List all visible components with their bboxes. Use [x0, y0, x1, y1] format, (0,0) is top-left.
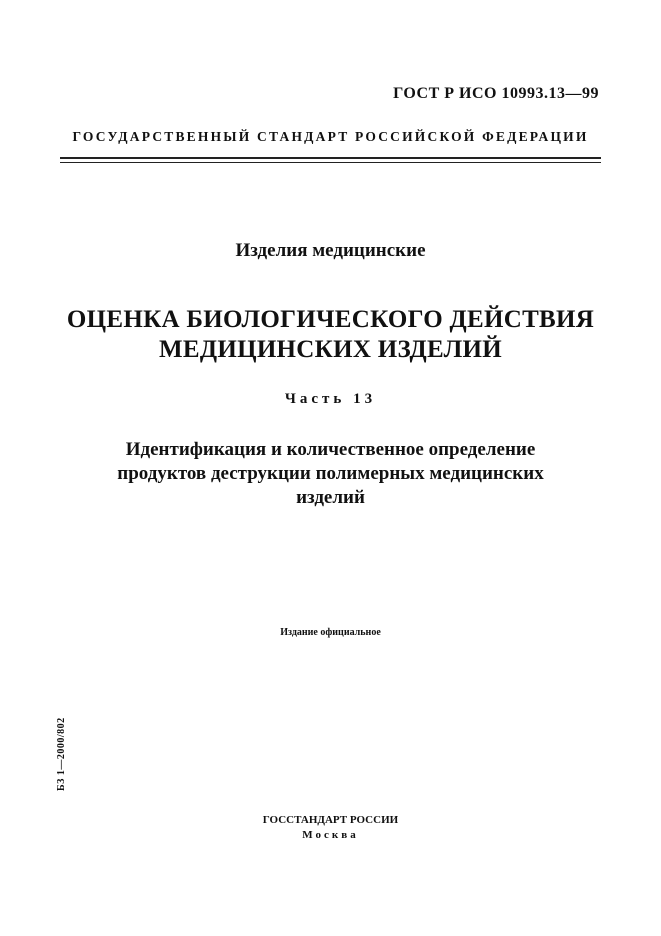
subtitle-line-3: изделий: [296, 487, 365, 508]
main-title: [0, 305, 661, 365]
part-label: Часть 13: [284, 391, 377, 407]
header-rule-thin: [60, 162, 601, 163]
edition-label: Издание официальное: [280, 627, 381, 638]
subtitle: [0, 438, 661, 510]
standard-header: ГОСУДАРСТВЕННЫЙ СТАНДАРТ РОССИЙСКОЙ ФЕДЕРАЦИИ: [72, 129, 589, 144]
main-title-line-2: МЕДИЦИНСКИХ ИЗДЕЛИЙ: [158, 336, 503, 363]
side-code: БЗ 1—2000/802: [56, 717, 67, 791]
subtitle-line-1: Идентификация и количественное определение: [125, 439, 536, 460]
subtitle-line-2: продуктов деструкции полимерных медицинских: [117, 463, 544, 484]
standard-number: ГОСТ Р ИСО 10993.13—99: [393, 85, 599, 102]
publisher-city: Москва: [302, 829, 359, 841]
group-title: Изделия медицинские: [235, 240, 426, 261]
publisher: ГОССТАНДАРТ РОССИИ: [262, 814, 399, 826]
header-rule-thick: [60, 157, 601, 159]
main-title-line-1: ОЦЕНКА БИОЛОГИЧЕСКОГО ДЕЙСТВИЯ: [66, 306, 595, 333]
